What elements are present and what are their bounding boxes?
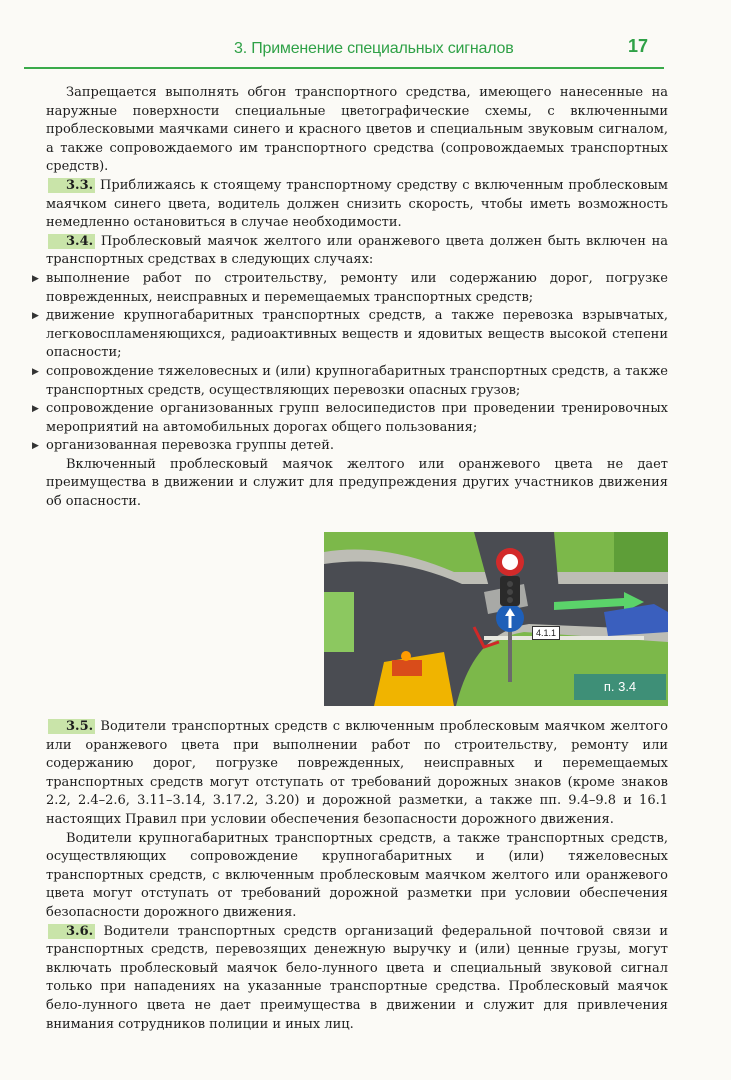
bullet-list [32,270,668,456]
text-block-bottom [46,718,668,1034]
list-item-text: движение крупногабаритных транспортных средств, а также перевозка взрывчатых, легковоспламеняющихся, радиоактивных веществ и ядовитых веществ высокой степени опасности; [46,308,668,361]
list-item [32,270,668,307]
page-header [24,36,664,72]
triangle-bullet-icon: ▶ [32,273,39,284]
triangle-bullet-icon: ▶ [32,366,39,377]
paragraph-oversized: Водители крупногабаритных транспортных средств, а также транспортных средств, осуществляющих сопровождение крупногабаритных и (или) тяжеловесных транспортных средств, с включенным проблесковым маячком желтого или оранжевого цвета могут отступать от требований дорожной разметки при условии обеспечения безопасности дорожного движения. [46,830,668,920]
paragraph-3-3 [46,177,668,233]
clause-number-3-5: 3.5. [48,719,95,734]
clause-text-3-5: Водители транспортных средств с включенным проблесковым маячком желтого или оранжевого цвета при выполнении работ по строительству, ремонту или содержанию дорог, погрузке поврежденных, неисправных и перемещаемых транспортных средств могут отступать от требований дорожных знаков (кроме знаков 2.2, 2.4–2.6, 3.11–3.14, 3.17.2, 3.20) и дорожной разметки, а также пп. 9.4–9.8 и 16.1 настоящих Правил при условии обеспечения безопасности дорожного движения. [46,719,668,827]
clause-number-3-3: 3.3. [48,178,95,193]
list-item [32,400,668,437]
clause-text-3-4: Проблесковый маячок желтого или оранжевого цвета должен быть включен на транспортных средствах в следующих случаях: [46,233,668,268]
text-block-top [32,84,668,512]
paragraph-yellow-beacon: Включенный проблесковый маячок желтого или оранжевого цвета не дает преимущества в движении и служит для предупреждения других участников движения об опасности. [46,456,668,510]
list-item [32,437,668,456]
triangle-bullet-icon: ▶ [32,441,39,452]
triangle-bullet-icon: ▶ [32,404,39,415]
page-number: 17 [628,36,649,56]
list-item-text: сопровождение организованных групп велосипедистов при проведении тренировочных мероприятий на автомобильных дорогах общего пользования; [46,401,668,435]
clause-number-3-4: 3.4. [48,234,95,249]
list-item-text: организованная перевозка группы детей. [46,438,335,454]
sign-number-label: 4.1.1 [532,626,560,640]
paragraph-3-5 [46,718,668,830]
triangle-bullet-icon: ▶ [32,311,39,322]
list-item-text: выполнение работ по строительству, ремонту или содержанию дорог, погрузке поврежденных, неисправных и перемещаемых транспортных средств; [46,270,668,305]
list-item-text: сопровождение тяжеловесных и (или) крупногабаритных транспортных средств, а также транспортных средств, осуществляющих перевозки опасных грузов; [46,363,668,398]
intersection-illustration [324,532,668,706]
paragraph-3-6 [46,923,668,1035]
list-item [32,363,668,400]
list-item [32,307,668,363]
figure-caption: п. 3.4 [574,674,666,700]
paragraph-overtaking: Запрещается выполнять обгон транспортного средства, имеющего нанесенные на наружные поверхности специальные цветографические схемы, с включенными проблесковыми маячками синего и красного цветов и специальным звуковым сигналом, а также сопровождаемого им транспортного средства (сопровождаемых транспортных средств). [46,85,668,175]
chapter-title: 3. Применение специальных сигналов [234,40,514,57]
clause-text-3-6: Водители транспортных средств организаций федеральной почтовой связи и транспортных средств, перевозящих денежную выручку и (или) ценные грузы, могут включать проблесковый маячок бело-лунного цвета и специальный звуковой сигнал только при нападениях на указанные транспортные средства. Проблесковый маячок бело-лунного цвета не дает преимущества в движении и служит для привлечения внимания сотрудников полиции и иных лиц. [46,923,668,1032]
clause-text-3-3: Приближаясь к стоящему транспортному средству с включенным проблесковым маячком синего цвета, водитель должен снизить скорость, чтобы иметь возможность немедленно остановиться в случае необходимости. [46,177,668,231]
header-divider [24,67,664,69]
paragraph-3-4 [46,233,668,270]
clause-number-3-6: 3.6. [48,924,95,939]
